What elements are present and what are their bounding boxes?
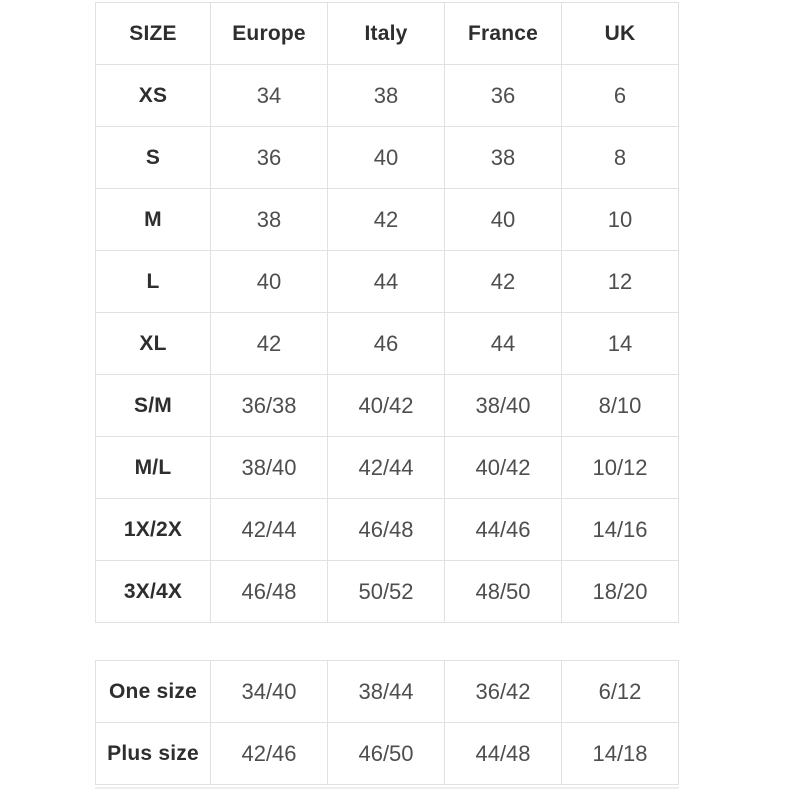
size-value: 34/40 bbox=[211, 661, 328, 723]
table-row-m bbox=[96, 189, 679, 251]
size-value: 42 bbox=[328, 189, 445, 251]
bottom-divider bbox=[95, 787, 679, 789]
size-value: 10/12 bbox=[562, 437, 679, 499]
size-value: 18/20 bbox=[562, 561, 679, 623]
column-header-uk: UK bbox=[562, 3, 679, 65]
size-value: 50/52 bbox=[328, 561, 445, 623]
size-value: 38 bbox=[328, 65, 445, 127]
size-value: 12 bbox=[562, 251, 679, 313]
size-value: 14 bbox=[562, 313, 679, 375]
size-value: 38 bbox=[445, 127, 562, 189]
size-value: 38/44 bbox=[328, 661, 445, 723]
size-value: 46/48 bbox=[328, 499, 445, 561]
row-label: Plus size bbox=[96, 723, 211, 785]
size-value: 44 bbox=[445, 313, 562, 375]
size-value: 36 bbox=[445, 65, 562, 127]
row-label: XS bbox=[96, 65, 211, 127]
size-value: 14/18 bbox=[562, 723, 679, 785]
size-value: 42/44 bbox=[328, 437, 445, 499]
size-value: 38 bbox=[211, 189, 328, 251]
size-value: 48/50 bbox=[445, 561, 562, 623]
column-header-europe: Europe bbox=[211, 3, 328, 65]
size-value: 40/42 bbox=[328, 375, 445, 437]
size-value: 36 bbox=[211, 127, 328, 189]
size-value: 44/46 bbox=[445, 499, 562, 561]
row-label: One size bbox=[96, 661, 211, 723]
size-value: 42/44 bbox=[211, 499, 328, 561]
size-value: 40 bbox=[328, 127, 445, 189]
column-header-italy: Italy bbox=[328, 3, 445, 65]
size-value: 44/48 bbox=[445, 723, 562, 785]
size-conversion-table bbox=[95, 2, 679, 623]
row-label: S bbox=[96, 127, 211, 189]
row-label: M bbox=[96, 189, 211, 251]
row-label: 1X/2X bbox=[96, 499, 211, 561]
table-row-3x-4x bbox=[96, 561, 679, 623]
size-value: 44 bbox=[328, 251, 445, 313]
column-header-size: SIZE bbox=[96, 3, 211, 65]
size-value: 40 bbox=[445, 189, 562, 251]
header-row bbox=[96, 3, 679, 65]
row-label: M/L bbox=[96, 437, 211, 499]
row-label: S/M bbox=[96, 375, 211, 437]
size-value: 40/42 bbox=[445, 437, 562, 499]
table-row-one-size bbox=[96, 661, 679, 723]
size-value: 14/16 bbox=[562, 499, 679, 561]
row-label: 3X/4X bbox=[96, 561, 211, 623]
size-value: 6/12 bbox=[562, 661, 679, 723]
table-row-s bbox=[96, 127, 679, 189]
row-label: XL bbox=[96, 313, 211, 375]
size-value: 46/48 bbox=[211, 561, 328, 623]
size-value: 8 bbox=[562, 127, 679, 189]
size-value: 8/10 bbox=[562, 375, 679, 437]
special-sizes-table bbox=[95, 660, 679, 785]
table-row-s-m bbox=[96, 375, 679, 437]
table-row-xs bbox=[96, 65, 679, 127]
size-value: 38/40 bbox=[445, 375, 562, 437]
size-value: 42 bbox=[211, 313, 328, 375]
table-row-plus-size bbox=[96, 723, 679, 785]
size-value: 42 bbox=[445, 251, 562, 313]
table-row-xl bbox=[96, 313, 679, 375]
size-value: 46 bbox=[328, 313, 445, 375]
table-row-l bbox=[96, 251, 679, 313]
size-value: 34 bbox=[211, 65, 328, 127]
size-value: 40 bbox=[211, 251, 328, 313]
column-header-france: France bbox=[445, 3, 562, 65]
size-value: 42/46 bbox=[211, 723, 328, 785]
table-row-1x-2x bbox=[96, 499, 679, 561]
size-value: 36/38 bbox=[211, 375, 328, 437]
row-label: L bbox=[96, 251, 211, 313]
table-row-m-l bbox=[96, 437, 679, 499]
size-value: 6 bbox=[562, 65, 679, 127]
size-chart-page bbox=[0, 2, 800, 800]
size-value: 38/40 bbox=[211, 437, 328, 499]
size-value: 10 bbox=[562, 189, 679, 251]
size-value: 36/42 bbox=[445, 661, 562, 723]
size-value: 46/50 bbox=[328, 723, 445, 785]
